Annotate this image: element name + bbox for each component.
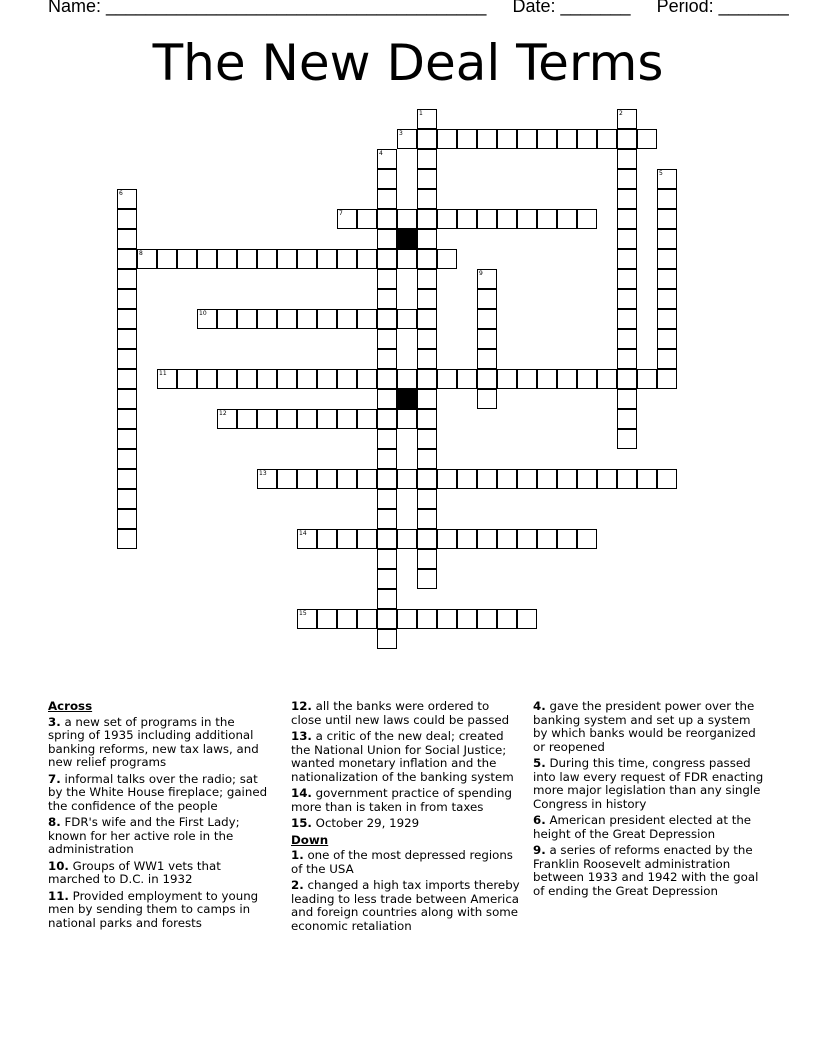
grid-cell[interactable] xyxy=(257,249,277,269)
grid-cell[interactable] xyxy=(377,589,397,609)
grid-cell[interactable] xyxy=(477,209,497,229)
grid-cell[interactable] xyxy=(557,529,577,549)
grid-cell[interactable] xyxy=(317,249,337,269)
grid-cell[interactable] xyxy=(537,369,557,389)
grid-cell[interactable] xyxy=(417,349,437,369)
grid-cell[interactable] xyxy=(137,249,157,269)
grid-cell[interactable] xyxy=(457,609,477,629)
grid-cell[interactable] xyxy=(117,209,137,229)
grid-cell[interactable] xyxy=(617,209,637,229)
clue-down-2: 2. changed a high tax imports thereby leading to less trade between America and foreign countries along with some economic retaliation xyxy=(291,878,520,933)
grid-cell[interactable] xyxy=(377,629,397,649)
grid-cell[interactable] xyxy=(517,369,537,389)
grid-cell[interactable] xyxy=(337,469,357,489)
date-field[interactable]: Date: _______ xyxy=(512,0,631,16)
grid-cell[interactable] xyxy=(437,129,457,149)
grid-cell[interactable] xyxy=(377,249,397,269)
grid-cell[interactable] xyxy=(257,409,277,429)
grid-cell[interactable] xyxy=(377,429,397,449)
grid-cell[interactable] xyxy=(117,269,137,289)
clue-across-8: 8. FDR's wife and the First Lady; known for her active role in the administration xyxy=(48,815,240,856)
grid-cell[interactable] xyxy=(337,309,357,329)
period-field[interactable]: Period: _______ xyxy=(656,0,789,16)
grid-cell[interactable] xyxy=(277,369,297,389)
grid-cell[interactable] xyxy=(477,309,497,329)
grid-cell[interactable] xyxy=(397,369,417,389)
grid-cell[interactable] xyxy=(317,309,337,329)
grid-cell[interactable] xyxy=(297,249,317,269)
grid-cell[interactable] xyxy=(237,409,257,429)
grid-cell[interactable] xyxy=(557,369,577,389)
grid-cell[interactable] xyxy=(417,329,437,349)
grid-cell[interactable] xyxy=(417,569,437,589)
clues-column-3 xyxy=(533,700,765,901)
clues-column-1 xyxy=(48,700,274,933)
grid-cell[interactable] xyxy=(477,329,497,349)
grid-cell[interactable] xyxy=(657,309,677,329)
grid-cell[interactable] xyxy=(557,129,577,149)
grid-cell[interactable] xyxy=(417,149,437,169)
grid-cell[interactable] xyxy=(397,529,417,549)
grid-cell[interactable] xyxy=(337,529,357,549)
grid-cell[interactable] xyxy=(377,409,397,429)
grid-cell[interactable] xyxy=(397,249,417,269)
grid-cell[interactable] xyxy=(117,329,137,349)
grid-cell[interactable] xyxy=(617,109,637,129)
clue-number: 14 xyxy=(299,530,307,537)
grid-cell[interactable] xyxy=(617,149,637,169)
grid-cell[interactable] xyxy=(637,129,657,149)
grid-cell[interactable] xyxy=(357,309,377,329)
grid-cell[interactable] xyxy=(657,169,677,189)
name-field[interactable]: Name: ______________________________________ xyxy=(48,0,487,16)
grid-cell[interactable] xyxy=(477,269,497,289)
grid-cell[interactable] xyxy=(417,489,437,509)
grid-cell[interactable] xyxy=(537,469,557,489)
down-heading: Down xyxy=(291,832,329,847)
grid-cell[interactable] xyxy=(337,409,357,429)
grid-cell[interactable] xyxy=(397,409,417,429)
grid-cell[interactable] xyxy=(377,549,397,569)
clue-number: 11 xyxy=(159,370,167,377)
grid-cell[interactable] xyxy=(117,469,137,489)
grid-cell[interactable] xyxy=(297,529,317,549)
grid-cell[interactable] xyxy=(457,369,477,389)
grid-cell[interactable] xyxy=(257,369,277,389)
grid-cell[interactable] xyxy=(117,229,137,249)
grid-cell[interactable] xyxy=(537,209,557,229)
grid-cell[interactable] xyxy=(317,369,337,389)
grid-cell[interactable] xyxy=(357,369,377,389)
grid-cell[interactable] xyxy=(397,129,417,149)
grid-cell[interactable] xyxy=(377,569,397,589)
grid-cell[interactable] xyxy=(617,189,637,209)
grid-cell[interactable] xyxy=(497,209,517,229)
across-heading: Across xyxy=(48,699,93,713)
grid-cell[interactable] xyxy=(337,209,357,229)
grid-cell[interactable] xyxy=(517,469,537,489)
grid-cell[interactable] xyxy=(417,469,437,489)
grid-cell[interactable] xyxy=(617,169,637,189)
grid-cell[interactable] xyxy=(617,409,637,429)
grid-cell[interactable] xyxy=(477,609,497,629)
grid-cell[interactable] xyxy=(197,249,217,269)
clue-number: 9 xyxy=(479,270,483,277)
grid-cell[interactable] xyxy=(377,189,397,209)
grid-cell[interactable] xyxy=(417,449,437,469)
grid-cell[interactable] xyxy=(477,349,497,369)
grid-cell[interactable] xyxy=(437,529,457,549)
clue-number: 15 xyxy=(299,610,307,617)
grid-cell[interactable] xyxy=(117,529,137,549)
grid-cell[interactable] xyxy=(357,609,377,629)
clue-across-7: 7. informal talks over the radio; sat by the White House fireplace; gained the confidence of the people xyxy=(48,771,268,813)
grid-cell[interactable] xyxy=(297,469,317,489)
grid-block xyxy=(397,389,417,409)
grid-cell[interactable] xyxy=(337,369,357,389)
grid-cell[interactable] xyxy=(437,249,457,269)
grid-cell[interactable] xyxy=(117,189,137,209)
grid-cell[interactable] xyxy=(557,209,577,229)
grid-cell[interactable] xyxy=(117,509,137,529)
grid-cell[interactable] xyxy=(417,289,437,309)
grid-cell[interactable] xyxy=(117,309,137,329)
clue-down-1: 1. one of the most depressed regions of the USA xyxy=(291,848,513,876)
clue-across-15: 15. October 29, 1929 xyxy=(291,816,420,830)
clue-number: 2 xyxy=(619,110,623,117)
grid-cell[interactable] xyxy=(377,269,397,289)
clue-down-4: 4. gave the president power over the banking system and set up a system by which banks would be reorganized or reopened xyxy=(533,699,756,754)
grid-cell[interactable] xyxy=(377,529,397,549)
clue-across-14: 14. government practice of spending more than is taken in from taxes xyxy=(291,786,512,814)
grid-cell[interactable] xyxy=(577,129,597,149)
grid-cell[interactable] xyxy=(437,609,457,629)
grid-cell[interactable] xyxy=(417,269,437,289)
grid-cell[interactable] xyxy=(117,409,137,429)
grid-cell[interactable] xyxy=(357,209,377,229)
grid-cell[interactable] xyxy=(457,209,477,229)
grid-cell[interactable] xyxy=(617,269,637,289)
grid-cell[interactable] xyxy=(617,309,637,329)
grid-cell[interactable] xyxy=(597,469,617,489)
grid-cell[interactable] xyxy=(297,409,317,429)
grid-cell[interactable] xyxy=(437,209,457,229)
clue-across-11: 11. Provided employment to young men by sending them to camps in national parks and forests xyxy=(48,888,259,930)
grid-cell[interactable] xyxy=(397,469,417,489)
grid-cell[interactable] xyxy=(277,469,297,489)
header-fields xyxy=(48,0,788,20)
grid-cell[interactable] xyxy=(377,169,397,189)
clue-number: 3 xyxy=(399,130,403,137)
grid-cell[interactable] xyxy=(377,469,397,489)
grid-cell[interactable] xyxy=(257,469,277,489)
grid-cell[interactable] xyxy=(377,609,397,629)
grid-cell[interactable] xyxy=(617,469,637,489)
clue-number: 13 xyxy=(259,470,267,477)
grid-cell[interactable] xyxy=(497,529,517,549)
grid-cell[interactable] xyxy=(337,249,357,269)
grid-cell[interactable] xyxy=(417,169,437,189)
clue-number: 5 xyxy=(659,170,663,177)
grid-cell[interactable] xyxy=(357,249,377,269)
grid-cell[interactable] xyxy=(357,409,377,429)
grid-cell[interactable] xyxy=(617,329,637,349)
grid-cell[interactable] xyxy=(437,369,457,389)
grid-cell[interactable] xyxy=(117,429,137,449)
grid-cell[interactable] xyxy=(477,289,497,309)
grid-cell[interactable] xyxy=(577,209,597,229)
grid-cell[interactable] xyxy=(237,309,257,329)
grid-cell[interactable] xyxy=(397,309,417,329)
grid-cell[interactable] xyxy=(657,269,677,289)
grid-cell[interactable] xyxy=(297,369,317,389)
grid-cell[interactable] xyxy=(377,149,397,169)
grid-cell[interactable] xyxy=(517,209,537,229)
grid-cell[interactable] xyxy=(397,609,417,629)
grid-cell[interactable] xyxy=(657,289,677,309)
grid-cell[interactable] xyxy=(417,409,437,429)
grid-cell[interactable] xyxy=(537,529,557,549)
grid-cell[interactable] xyxy=(417,249,437,269)
clue-number: 1 xyxy=(419,110,423,117)
grid-cell[interactable] xyxy=(597,369,617,389)
grid-cell[interactable] xyxy=(657,329,677,349)
grid-cell[interactable] xyxy=(117,249,137,269)
grid-cell[interactable] xyxy=(477,369,497,389)
grid-cell[interactable] xyxy=(617,129,637,149)
grid-cell[interactable] xyxy=(477,389,497,409)
grid-cell[interactable] xyxy=(637,469,657,489)
grid-cell[interactable] xyxy=(417,189,437,209)
grid-cell[interactable] xyxy=(477,129,497,149)
grid-cell[interactable] xyxy=(477,469,497,489)
grid-cell[interactable] xyxy=(297,609,317,629)
grid-cell[interactable] xyxy=(117,369,137,389)
grid-cell[interactable] xyxy=(257,309,277,329)
clue-across-3: 3. a new set of programs in the spring of 1935 including additional banking reforms, new tax laws, and new relief programs xyxy=(48,714,259,769)
grid-cell[interactable] xyxy=(497,469,517,489)
grid-cell[interactable] xyxy=(217,249,237,269)
grid-block xyxy=(397,229,417,249)
clue-across-10: 10. Groups of WW1 vets that marched to D.C. in 1932 xyxy=(48,858,221,886)
clue-down-6: 6. American president elected at the height of the Great Depression xyxy=(533,813,752,841)
grid-cell[interactable] xyxy=(657,469,677,489)
grid-cell[interactable] xyxy=(177,369,197,389)
grid-cell[interactable] xyxy=(317,529,337,549)
grid-cell[interactable] xyxy=(557,469,577,489)
grid-cell[interactable] xyxy=(437,469,457,489)
grid-cell[interactable] xyxy=(377,229,397,249)
grid-cell[interactable] xyxy=(497,129,517,149)
clue-number: 10 xyxy=(199,310,207,317)
grid-cell[interactable] xyxy=(277,309,297,329)
grid-cell[interactable] xyxy=(377,509,397,529)
grid-cell[interactable] xyxy=(417,509,437,529)
grid-cell[interactable] xyxy=(117,489,137,509)
grid-cell[interactable] xyxy=(657,349,677,369)
grid-cell[interactable] xyxy=(497,369,517,389)
grid-cell[interactable] xyxy=(317,469,337,489)
grid-cell[interactable] xyxy=(417,549,437,569)
grid-cell[interactable] xyxy=(157,249,177,269)
grid-cell[interactable] xyxy=(657,369,677,389)
grid-cell[interactable] xyxy=(617,249,637,269)
grid-cell[interactable] xyxy=(577,369,597,389)
grid-cell[interactable] xyxy=(417,209,437,229)
grid-cell[interactable] xyxy=(417,389,437,409)
clue-down-5: 5. During this time, congress passed into law every request of FDR enacting more major legislation than any single Congress in history xyxy=(533,756,764,811)
grid-cell[interactable] xyxy=(117,289,137,309)
grid-cell[interactable] xyxy=(377,349,397,369)
grid-cell[interactable] xyxy=(117,449,137,469)
grid-cell[interactable] xyxy=(117,349,137,369)
page-title: The New Deal Terms xyxy=(152,34,664,92)
grid-cell[interactable] xyxy=(417,429,437,449)
grid-cell[interactable] xyxy=(457,469,477,489)
clue-number: 4 xyxy=(379,150,383,157)
grid-cell[interactable] xyxy=(377,289,397,309)
grid-cell[interactable] xyxy=(157,369,177,389)
clue-across-12: 12. all the banks were ordered to close until new laws could be passed xyxy=(291,699,510,727)
grid-cell[interactable] xyxy=(277,409,297,429)
grid-cell[interactable] xyxy=(597,129,617,149)
clue-number: 8 xyxy=(139,250,143,257)
grid-cell[interactable] xyxy=(217,409,237,429)
grid-cell[interactable] xyxy=(577,529,597,549)
grid-cell[interactable] xyxy=(277,249,297,269)
grid-cell[interactable] xyxy=(617,389,637,409)
grid-cell[interactable] xyxy=(317,609,337,629)
grid-cell[interactable] xyxy=(657,209,677,229)
grid-cell[interactable] xyxy=(217,309,237,329)
grid-cell[interactable] xyxy=(377,329,397,349)
grid-cell[interactable] xyxy=(197,369,217,389)
grid-cell[interactable] xyxy=(297,309,317,329)
grid-cell[interactable] xyxy=(377,209,397,229)
grid-cell[interactable] xyxy=(617,229,637,249)
grid-cell[interactable] xyxy=(617,349,637,369)
grid-cell[interactable] xyxy=(657,249,677,269)
grid-cell[interactable] xyxy=(177,249,197,269)
grid-cell[interactable] xyxy=(577,469,597,489)
grid-cell[interactable] xyxy=(617,369,637,389)
grid-cell[interactable] xyxy=(377,449,397,469)
grid-cell[interactable] xyxy=(517,609,537,629)
grid-cell[interactable] xyxy=(337,609,357,629)
grid-cell[interactable] xyxy=(517,529,537,549)
grid-cell[interactable] xyxy=(417,129,437,149)
grid-cell[interactable] xyxy=(417,109,437,129)
grid-cell[interactable] xyxy=(237,249,257,269)
clue-across-13: 13. a critic of the new deal; created the National Union for Social Justice; wanted monetary inflation and the nationalization of the banking system xyxy=(291,729,514,784)
grid-cell[interactable] xyxy=(237,369,257,389)
grid-cell[interactable] xyxy=(477,529,497,549)
clue-number: 7 xyxy=(339,210,343,217)
grid-cell[interactable] xyxy=(357,469,377,489)
grid-cell[interactable] xyxy=(457,529,477,549)
clue-number: 6 xyxy=(119,190,123,197)
grid-cell[interactable] xyxy=(397,209,417,229)
grid-cell[interactable] xyxy=(377,389,397,409)
grid-cell[interactable] xyxy=(197,309,217,329)
grid-cell[interactable] xyxy=(357,529,377,549)
grid-cell[interactable] xyxy=(417,309,437,329)
grid-cell[interactable] xyxy=(657,189,677,209)
grid-cell[interactable] xyxy=(377,309,397,329)
grid-cell[interactable] xyxy=(497,609,517,629)
grid-cell[interactable] xyxy=(417,609,437,629)
clue-down-9: 9. a series of reforms enacted by the Franklin Roosevelt administration between 1933 and 1942 with the goal of ending the Great Depression xyxy=(533,843,759,898)
grid-cell[interactable] xyxy=(537,129,557,149)
grid-cell[interactable] xyxy=(637,369,657,389)
grid-cell[interactable] xyxy=(417,369,437,389)
grid-cell[interactable] xyxy=(617,429,637,449)
clues-column-2 xyxy=(291,700,523,936)
clue-number: 12 xyxy=(219,410,227,417)
grid-cell[interactable] xyxy=(457,129,477,149)
grid-cell[interactable] xyxy=(377,369,397,389)
grid-cell[interactable] xyxy=(377,489,397,509)
grid-cell[interactable] xyxy=(417,229,437,249)
grid-cell[interactable] xyxy=(617,289,637,309)
grid-cell[interactable] xyxy=(317,409,337,429)
grid-cell[interactable] xyxy=(117,389,137,409)
grid-cell[interactable] xyxy=(657,229,677,249)
grid-cell[interactable] xyxy=(417,529,437,549)
grid-cell[interactable] xyxy=(517,129,537,149)
grid-cell[interactable] xyxy=(217,369,237,389)
